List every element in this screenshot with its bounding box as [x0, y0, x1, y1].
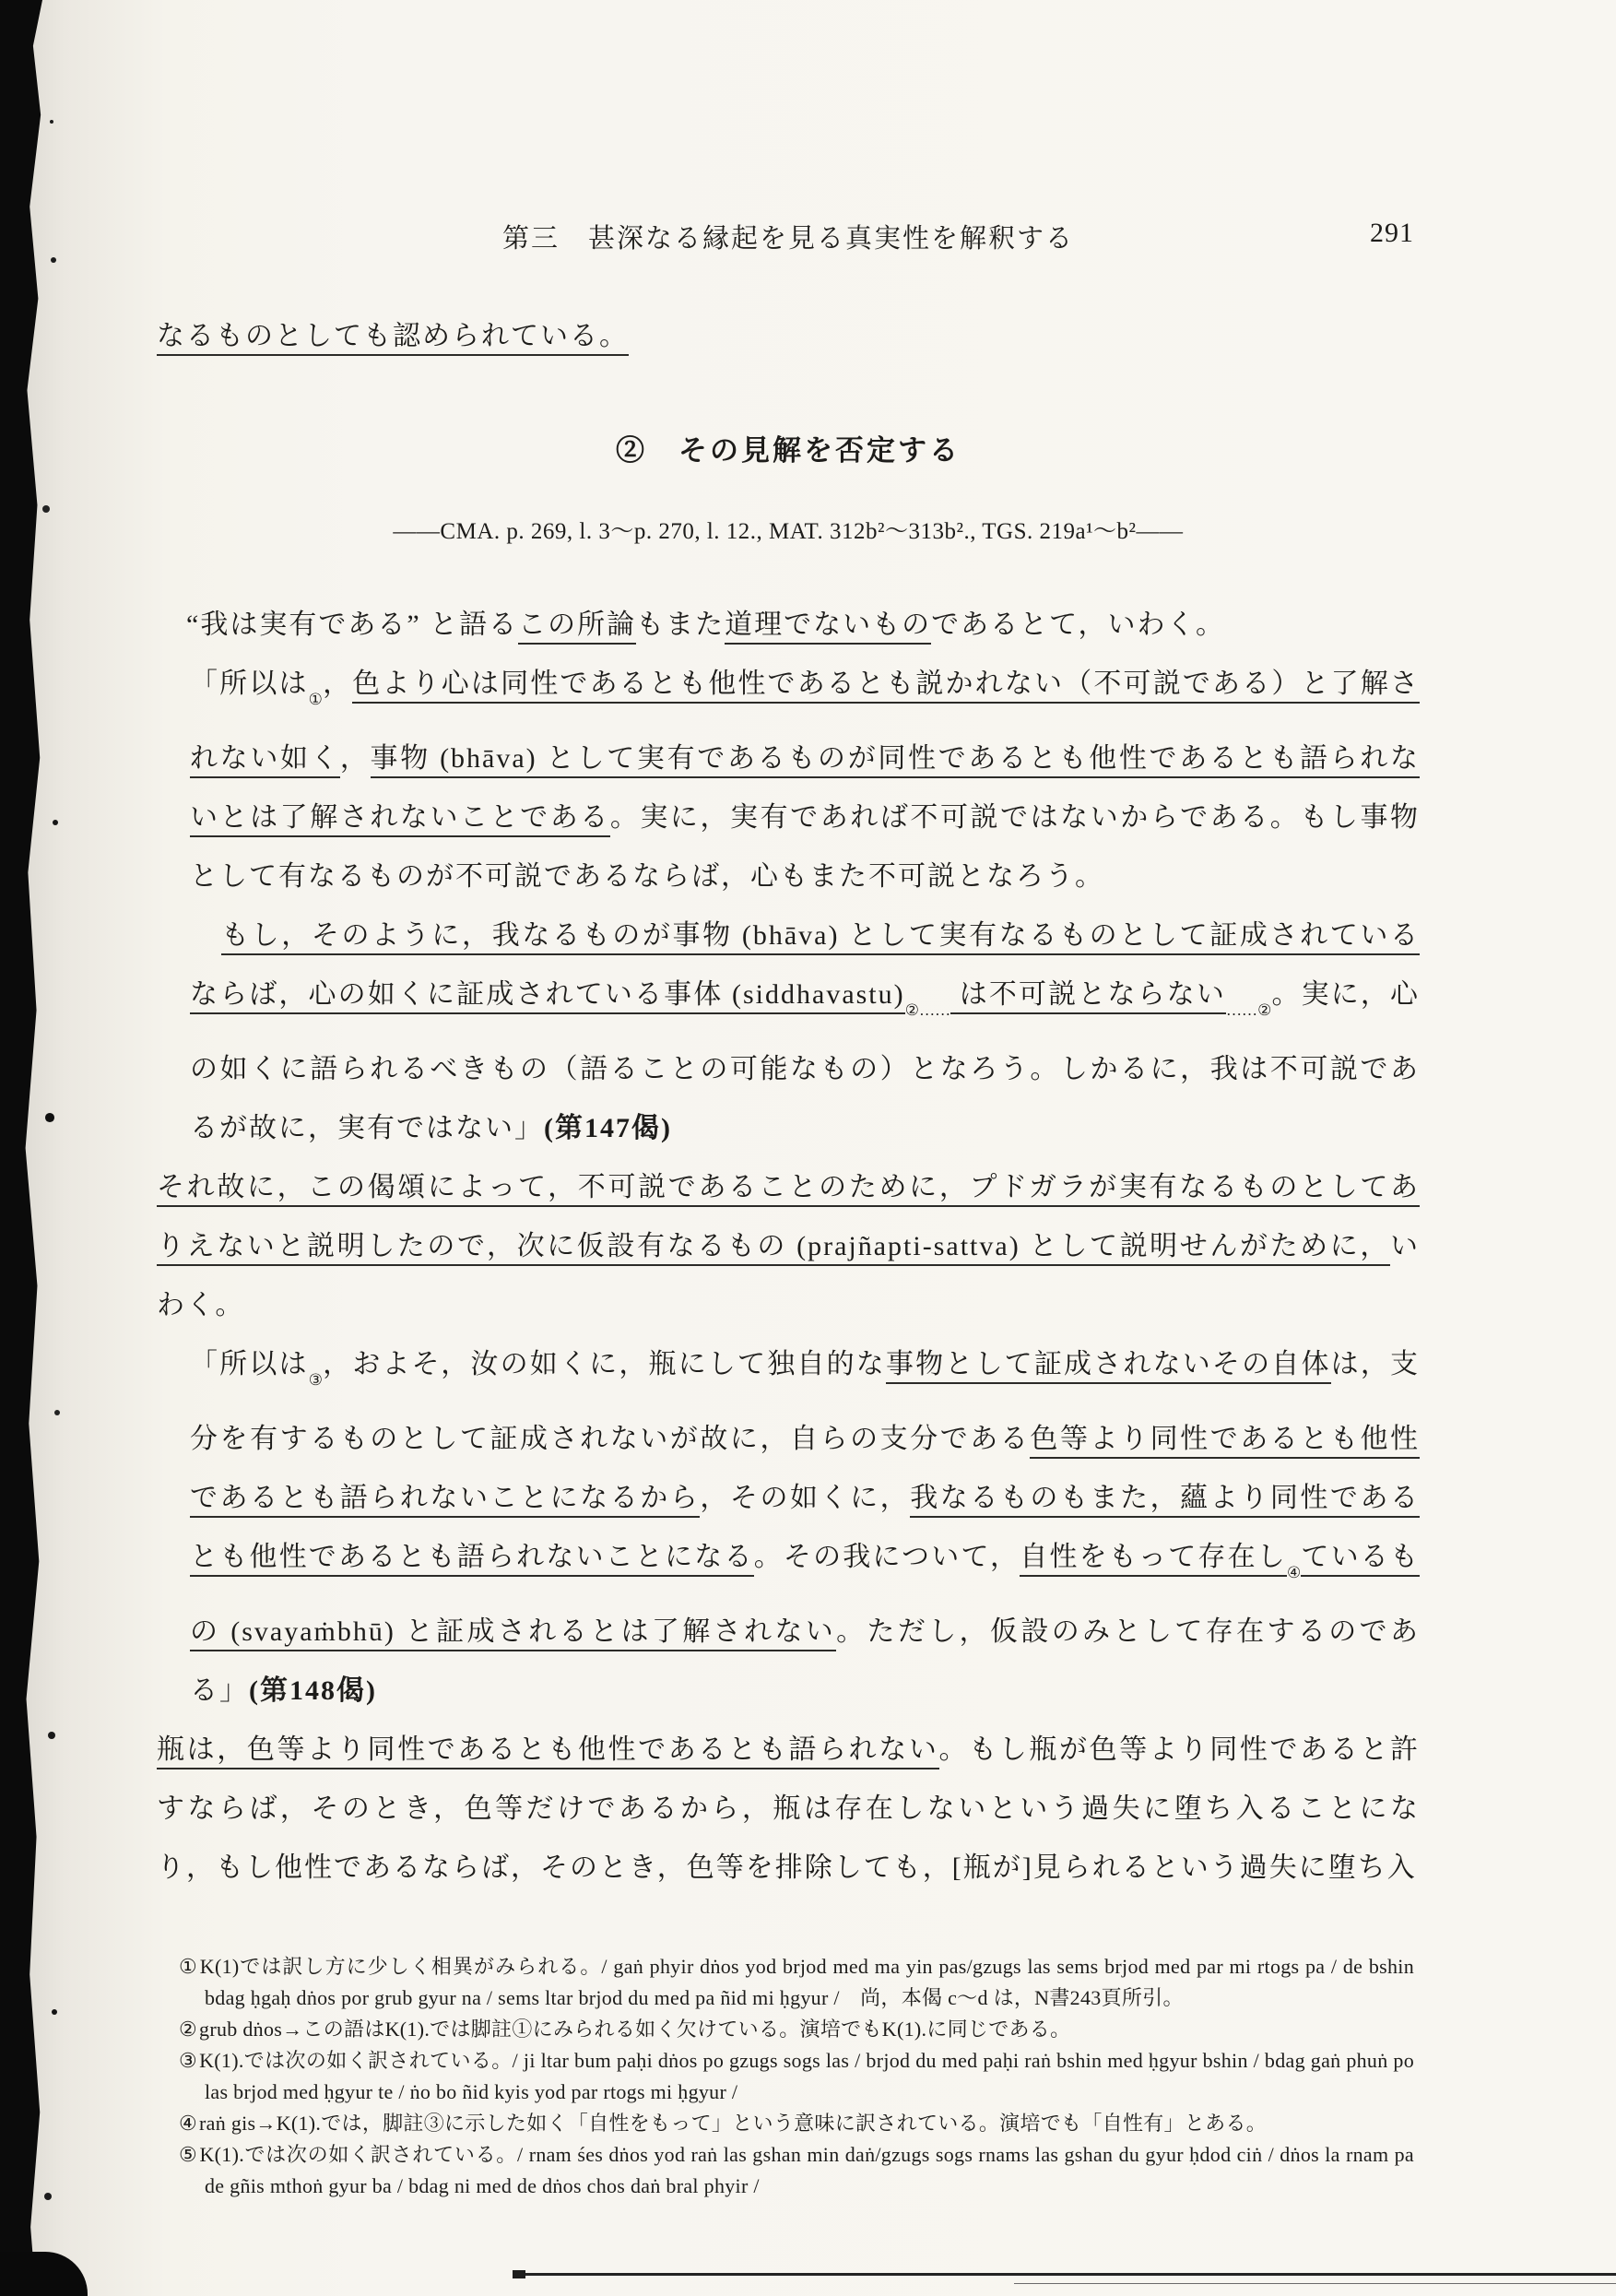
- footnote-text: K(1)では訳し方に少しく相異がみられる。/ gaṅ phyir dṅos yod brjod med ma yin pas/gzugs las sems brjod med par mi rtogs pa / de bshin bdag ḥgaḥ dṅos por grub gyur na / sems ltar brjod du med pa ñid mi ḥgyur / 尚，本偈 c〜d は，N書243頁所引。: [199, 1955, 1414, 2009]
- footnote-marker: ①: [308, 691, 324, 708]
- footnote-marker: ……②: [1225, 1001, 1272, 1019]
- text-segment: 。その我について，: [753, 1542, 1020, 1572]
- footnote-item: [179, 2014, 1414, 2045]
- footnote-label: ①: [179, 1955, 198, 1978]
- page-header: [157, 218, 1420, 255]
- text-segment: 我なるものもまた，蘊より同性であるとも他性であるとも語られないことになる: [190, 1483, 1420, 1577]
- text-segment: いわく。: [157, 1231, 1420, 1320]
- text-segment: 。もし瓶が色等より同性であると許すならば，そのとき，色等だけであるから，瓶は存在しないという過失に堕ち入ることになり，もし他性であるならば，そのとき，色等を排除しても，[瓶が]見られるという過失に堕ち入: [157, 1734, 1421, 1883]
- scan-artifact-tick: [513, 2270, 525, 2278]
- text-segment: “我は実有である” と語る: [186, 610, 519, 640]
- text-segment: 。実に，実有であれば不可説ではないからである。もし事物として有なるものが不可説であるならば，心もまた不可説となろう。: [190, 802, 1421, 892]
- text-segment: 色より心は同性であるとも他性であるとも説かれない（不可説である）と了解されない如く: [190, 669, 1420, 778]
- text-segment: ，およそ，汝の如くに，瓶にして独自的な: [323, 1349, 886, 1379]
- text-segment: それ故に，この偈頌によって，不可説であることのために，プドガラが実有なるものとしてありえないと説明したので，次に仮設有なるもの (prajñapti-sattva) として説明せんがために，: [157, 1172, 1420, 1266]
- text-segment: 「所以は: [190, 1349, 309, 1379]
- citation-line: ——CMA. p. 269, l. 3〜p. 270, l. 12., MAT. 312b²〜313b²., TGS. 219a¹〜b²——: [393, 519, 1184, 544]
- text-segment: (第148偈): [249, 1675, 377, 1706]
- footnote-item: [179, 2045, 1414, 2108]
- text-segment: 色等より同性であるとも他性であるとも語られないことになるから: [190, 1424, 1420, 1518]
- page-content: [157, 218, 1420, 2202]
- text-segment: 瓶は，色等より同性であるとも他性であるとも語られない: [157, 1734, 939, 1769]
- text-segment: 自性をもって存在し: [1020, 1542, 1287, 1577]
- text-segment: 我なるものが事物 (bhāva) として実有なるものとして証成されているならば，心の如くに証成されている: [190, 920, 1420, 1014]
- footnote-item: [179, 2108, 1414, 2139]
- text-segment: (第147偈): [544, 1113, 672, 1143]
- body-block: [190, 1335, 1420, 1721]
- text-segment: 事物 (bhāva) として実有であるものが同性であるとも他性であるとも語られないとは了解されないことである: [190, 743, 1420, 837]
- text-segment: もし，そのように，: [221, 920, 492, 955]
- footnote-marker: ③: [308, 1371, 324, 1389]
- footnote-marker: ②……: [904, 1001, 951, 1019]
- footnote-item: [179, 1951, 1414, 2014]
- body-block: [157, 1721, 1420, 1898]
- text-segment: 事物として証成されないその自体: [886, 1349, 1331, 1384]
- text-segment: 「所以は: [190, 669, 309, 699]
- footnote-text: grub dṅos→この語はK(1).では脚註①にみられる如く欠けている。演培でもK(1).に同じである。: [199, 2018, 1071, 2041]
- scan-artifact-corner: [0, 2252, 88, 2296]
- footnote-label: ④: [179, 2112, 198, 2135]
- scan-speckles: [50, 120, 53, 124]
- section-heading: ② その見解を否定する: [616, 434, 961, 467]
- text-segment: ，: [323, 669, 353, 699]
- text-segment: ，その如くに，: [700, 1483, 911, 1513]
- text-segment: もまた: [636, 610, 725, 640]
- binding-edge: [0, 0, 42, 2296]
- body-block: [190, 655, 1420, 906]
- text-segment: 。ただし，仮設のみとして存在するのである」: [190, 1616, 1421, 1706]
- footnotes: [179, 1951, 1414, 2202]
- text-segment: この所論: [518, 610, 636, 645]
- footnote-label: ③: [179, 2049, 198, 2072]
- text-segment: であるとて，いわく。: [931, 610, 1225, 640]
- text-segment: は不可説とならない: [950, 979, 1226, 1014]
- text-segment: ，: [339, 743, 371, 774]
- body-block: [157, 596, 1420, 655]
- body-block: [190, 906, 1420, 1158]
- text-segment: 道理でないもの: [725, 610, 931, 645]
- text-segment: は，支分を有するものとして証成されないが故に，自らの支分である: [190, 1349, 1420, 1454]
- footnote-item: [179, 2139, 1414, 2202]
- intro-line: [157, 307, 1420, 366]
- scan-artifact-line-faint: [1014, 2283, 1616, 2284]
- running-title: 第三 甚深なる縁起を見る真実性を解釈する: [501, 224, 1074, 254]
- text-segment: なるものとしても認められている。: [157, 321, 629, 356]
- body-block: [157, 1158, 1420, 1335]
- footnote-marker: ④: [1286, 1564, 1302, 1581]
- footnote-text: K(1).では次の如く訳されている。/ ji ltar bum paḥi dṅos po gzugs sogs las / brjod du med paḥi raṅ bshin med ḥgyur bshin / bdag gaṅ phuṅ po las brjod med ḥgyur te / ṅo bo ñid kyis yod par rtogs mi ḥgyur /: [199, 2049, 1414, 2103]
- footnote-label: ⑤: [179, 2143, 198, 2166]
- footnote-label: ②: [179, 2018, 198, 2041]
- footnote-text: K(1).では次の如く訳されている。/ rnam śes dṅos yod raṅ las gshan min daṅ/gzugs sogs rnams las gshan du gyur ḥdod ciṅ / dṅos la rnam pa de gñis mthoṅ gyur ba / bdag ni med de dṅos chos daṅ bral phyir /: [199, 2143, 1414, 2197]
- footnote-text: raṅ gis→K(1).では，脚註③に示した如く「自性をもって」という意味に訳されている。演培でも「自性有」とある。: [199, 2112, 1268, 2135]
- text-segment: 事体 (siddhavastu): [664, 979, 905, 1014]
- page-number: 291: [1370, 218, 1414, 248]
- body-text: [157, 596, 1420, 1898]
- text-segment: 。実に，心の如くに語られるべきもの（語ることの可能なもの）となろう。しかるに，我は不可説であるが故に，実有ではない」: [190, 979, 1421, 1143]
- text-segment: ているもの (svayaṁbhū) と証成されるとは了解されない: [190, 1542, 1420, 1651]
- scan-artifact-line: [516, 2273, 1616, 2276]
